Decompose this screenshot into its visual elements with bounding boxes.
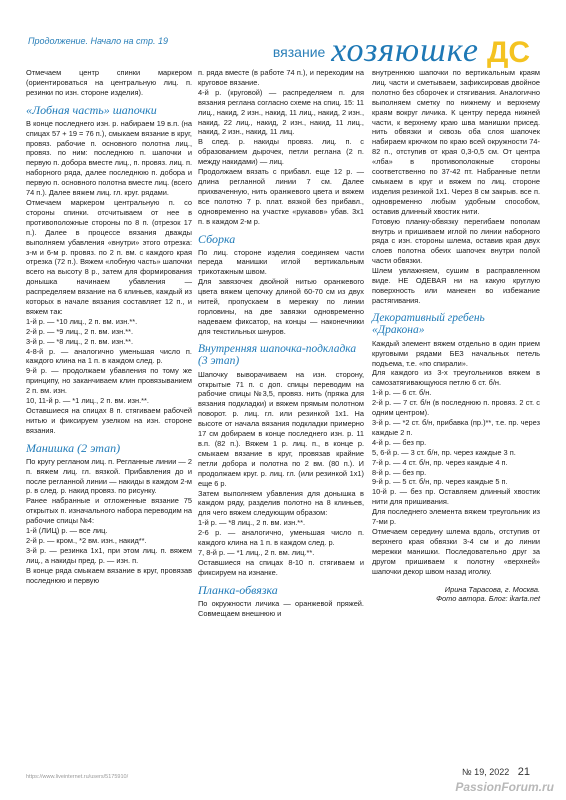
section-heading: Внутренняя шапочка-подкладка (3 этап) — [198, 342, 357, 367]
issue-info — [462, 766, 530, 778]
watermark: PassionForum.ru — [455, 780, 554, 794]
paragraph: По лиц. стороне изделия соединяем части переда манишки иглой вертикальным трикотажным швом. Для завязочек двойной нитью оранжевого цвета вяжем цепочку длиной 60-70 см из двух нитей, пропускаем в мережку по линии горловины, на две завязки одновременно надеваем фиксатор, на концы — наконечники для текстильных шнуров. — [198, 247, 364, 336]
section-heading: «Лобная часть» шапочки — [26, 102, 157, 117]
magazine-brand — [273, 24, 530, 70]
brand-title: хозяюшке — [331, 32, 479, 69]
paragraph: Отмечаем центр спинки маркером (ориентироваться на центральную лиц. п. резинки по изн. стороне изделия). — [26, 68, 192, 97]
paragraph: Шапочку выворачиваем на изн. сторону, открытые 71 п. с доп. спицы переводим на рабочие спицы №3,5, провяз. нить (пряжа для вязания подкладки) и вяжем прямым полотном поворот. р. лиц. гл. или резинкой 1х1. На высоте от начала вязания подкладки примерно 17 см добираем в конце последнего изн. р. 11 в.п. (82 п.). Вяжем 1 р. лиц. п., в конце р. смыкаем вязание в круг, провязав крайние петли добора и полотна по 2 вм. (80 п.). И продолжаем круг. р. лиц. гл. (или резинкой 1х1) еще 6 р. Затем выполняем убавления для донышка в каждом ряду, разделив полотно на 8 клиньев, для чего вяжем следующим образом: 1-й р. — *8 лиц., 2 п. вм. изн.**. 2-6 р. — аналогично, уменьшая число п. каждого клина на 1 п. в каждом след. р. 7, 8-й р. — *1 лиц., 2 п. вм. лиц.**. Оставшиеся на спицах 8-10 п. стягиваем и фиксируем на изнанке. — [198, 369, 364, 577]
brand-ds: ДС — [486, 36, 530, 69]
column-1 — [26, 68, 192, 586]
paragraph: В конце последнего изн. р. набираем 19 в.п. (на спицах 57 + 19 = 76 п.), смыкаем вязание в круг, провяз. рабочие п. основного полотна лиц., провяз. по ним: последнюю п. шапочки и первую п. добора вместе лиц., п. провяз. лиц. п. наборного ряда, далее последнюю п. добора и первую п. основного полотна вместе лиц. (всего 74 п.). Далее вяжем лиц. гл. круг. рядами. — [26, 118, 192, 198]
paragraph: Каждый элемент вяжем отдельно в один прием круговыми рядами БЕЗ начальных петель подъема, т.е. «по спирали». Для каждого из 3-х треугольников вяжем в самозатягивающуюся петлю 6 ст. б/н. 1-й р. — 6 ст. б/н. 2-й р. — 7 ст. б/н (в последнюю п. провяз. 2 ст. с одним центром). 3-й р. — *2 ст. б/н, прибавка (пр.)**, т.е. пр. через каждые 2 п. 4-й р. — без пр. 5, 6-й р. — 3 ст. б/н, пр. через каждые 3 п. 7-й р. — 4 ст. б/н, пр. через каждые 4 п. 8-й р. — без пр. 9-й р. — 5 ст. б/н, пр. через каждые 5 п. 10-й р. — без пр. Оставляем длинный хвостик нити для пришивания. Для последнего элемента вяжем треугольник из 7-ми р. Отмечаем середину шлема вдоль, отступив от верхнего края обвязки 3-4 см и до линии мережки манишки. Последовательно друг за другом пришиваем к полотну «верхней» шапочки декор швом назад иголку. — [372, 338, 540, 576]
paragraph: внутреннюю шапочки по вертикальным краям лиц. части и сметываем, зафиксировав двойное полотно без сборочек и стягивания. Аналогично выполняем сметку по нижнему и верхнему краям вокруг личика. К центру переда нижней части, к верхнему краю шва манишки присед. нить обвязки и сквозь оба слоя шапочек набираем крючком по краю всей окружности 74-82 п., отступив от края 0,3-0,5 см. От центра «лба» в противоположные стороны соответственно по 37-42 пт. Набранные петли смыкаем в круг и вяжем по лиц. стороне изделия резинкой 1х1. Через 8 см закрыв. все п. одновременно любым удобным способом, оставив длинный хвостик нити. — [372, 68, 540, 216]
paragraph: Отмечаем маркером центральную п. со стороны спинки. отсчитываем от нее в противоположные стороны по 8 п. (отрезок 17 п.). Далее в процессе вязания дважды выполняем убавления «внутри» этого отрезка: з-м и 6-м р. провяз. по 2 п. вм. с каждого края отрезка (72 п.). Вяжем «лобную часть» шапочки всего на высоту 8 р., затем для формирования донышка начинаем убавления — распределяем вязание на 6 клиньев, каждый из которых в начале вязания составляет 12 п., и вяжем так: 1-й р. — *10 лиц., 2 п. вм. изн.**. 2-й р. — *9 лиц., 2 п. вм. изн.**. 3-й р. — *8 лиц., 2 п. вм. изн.**. 4-8-й р. — аналогично уменьшая число п. каждого клина на 1 п. в каждом след. р. 9-й р. — продолжаем убавления по тому же принципу, но заканчиваем клин провязыванием 2 п. вм. изн. 10, 11-й р. — *1 лиц., 2 п. вм. изн.**. Оставшиеся на спицах 8 п. стягиваем рабочей нитью и фиксируем узелком на изн. стороне вязания. — [26, 197, 192, 435]
section-heading: Планка-обвязка — [198, 582, 278, 597]
section-heading: Манишка (2 этап) — [26, 440, 121, 455]
author-signature: Ирина Тарасова, г. Москва. Фото автора. Блог: ikarta.net — [436, 584, 540, 604]
brand-small: вязание — [272, 44, 326, 60]
issue-number: № 19, 2022 — [462, 767, 510, 777]
paragraph: По кругу регланом лиц. п. Регланные линии — 2 п. вяжем лиц. гл. вязкой. Прибавления до и после регланной линии — накиды в каждом 2-м р. в след. р. накид провяз. по рисунку. Ранее набранные и отложенные вязание 75 открытых п. изначального набора переводим на рабочие спицы №4: 1-й (ЛИЦ) р. — все лиц. 2-й р. — кром., *2 вм. изн., накид**. 3-й р. — резинка 1х1, при этом лиц. п. вяжем лиц., а накиды пред. р. — изн. п. В конце ряда смыкаем вязание в круг, провязав последнюю и первую — [26, 456, 192, 585]
section-heading: Декоративный гребень «Дракона» — [372, 311, 485, 336]
column-3 — [372, 68, 540, 604]
paragraph: п. ряда вместе (в работе 74 п.), и переходим на круговое вязание. 4-й р. (круговой) — распределяем п. для вязания реглана согласно схеме на спиц. 15: 11 лиц., накид, 2 изн., накид, 11 лиц., накид, 2 изн., накид, 22 лиц., накид, 2 изн., накид, 11 лиц., накид, 2 изн., накид, 11 лиц. В след. р. накиды провяз. лиц. п. с образованием дырочек, петли реглана (2 п. между накидами) — лиц. Продолжаем вязать с прибавл. еще 12 р. — длина регланной линии 7 см. Далее прихваченную, нить оранжевого цвета и вяжем все полотно 7 р. плат. вязкой без прибавл., одновременно на участке «рукавов» убав. 3х1 п. в каждом 2-м р. — [198, 68, 364, 226]
paragraph: Готовую планку-обвязку перегибаем пополам внутрь и пришиваем иглой по линии наборного ряда с изн. стороны шлема, оставив края двух слоев полотна обеих шапочек внутри полой части обвязки. Шлем увлажняем, сушим в расправленном виде. НЕ ОДЕВАЯ ни на какую круглую поверхность или манекен во избежание растягивания. — [372, 216, 540, 305]
section-heading: Сборка — [198, 231, 236, 246]
column-2 — [198, 68, 364, 619]
continuation-note: Продолжение. Начало на стр. 19 — [28, 36, 168, 46]
page-number: 21 — [517, 766, 530, 778]
footer-url: https://www.liveinternet.ru/users/5175910/ — [26, 774, 129, 780]
paragraph: По окружности личика — оранжевой пряжей. Совмещаем внешнюю и — [198, 598, 364, 618]
